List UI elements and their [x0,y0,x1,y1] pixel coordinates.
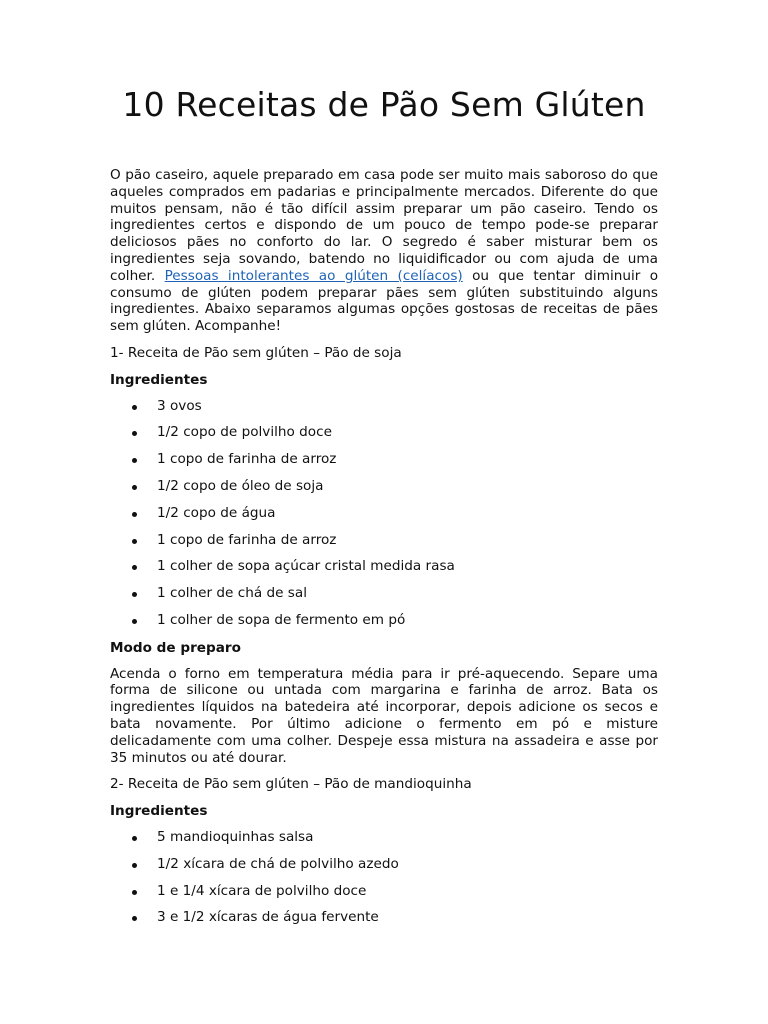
ingredient-text: 5 mandioquinhas salsa [157,828,314,845]
recipe-1-ingredients-list [110,398,658,639]
intro-text-before-link: O pão caseiro, aquele preparado em casa pode ser muito mais saboroso do que aqueles comprados em padarias e principalmente mercados. Diferente do que muitos pensam, não é tão difícil assim preparar um pão caseiro. Tendo os ingredientes certos e dispondo de um pouco de tempo pode-se preparar deliciosos pães no conforto do lar. O segredo é saber misturar bem os ingredientes seja sovando, batendo no liquidificador ou com ajuda de uma colher. [110,167,658,284]
ingredient-text: 1/2 copo de polvilho doce [157,424,332,441]
ingredient-text: 1/2 xícara de chá de polvilho azedo [157,855,399,872]
bullet-icon [132,485,137,490]
document-body [110,167,658,936]
list-item [110,478,658,505]
ingredient-text: 1 copo de farinha de arroz [157,451,337,468]
recipe-2-ingredients-list [110,829,658,936]
recipe-2-heading: 2- Receita de Pão sem glúten – Pão de mandioquinha [110,776,472,793]
page-title: 10 Receitas de Pão Sem Glúten [122,85,646,124]
celiac-link[interactable]: Pessoas intolerantes ao glúten (celíacos) [164,267,463,284]
bullet-icon [132,890,137,895]
list-item [110,398,658,425]
intro-paragraph [110,167,658,335]
ingredient-text: 1 colher de sopa açúcar cristal medida rasa [157,558,455,575]
recipe-1-method-text: Acenda o forno em temperatura média para ir pré-aquecendo. Separe uma forma de silicone ou untada com margarina e farinha de arroz. Bata os ingredientes líquidos na batedeira até incorporar, depois adicione os secos e bata novamente. Por último adicione o fermento em pó e misture delicadamente com uma colher. Despeje essa mistura na assadeira e asse por 35 minutos ou até dourar. [110,665,658,766]
ingredient-text: 1 copo de farinha de arroz [157,531,337,548]
list-item [110,856,658,883]
bullet-icon [132,405,137,410]
list-item [110,451,658,478]
ingredient-text: 1/2 copo de óleo de soja [157,477,324,494]
ingredient-text: 1 colher de chá de sal [157,585,307,602]
bullet-icon [132,539,137,544]
bullet-icon [132,863,137,868]
bullet-icon [132,619,137,624]
list-item [110,829,658,856]
ingredient-text: 3 ovos [157,397,202,414]
ingredient-text: 1 e 1/4 xícara de polvilho doce [157,882,367,899]
recipe-1-method-label: Modo de preparo [110,639,241,656]
bullet-icon [132,592,137,597]
list-item [110,585,658,612]
list-item [110,558,658,585]
list-item [110,424,658,451]
bullet-icon [132,512,137,517]
list-item [110,532,658,559]
bullet-icon [132,565,137,570]
intro-text-after-link: ou que tentar diminuir o consumo de glúten podem preparar pães sem glúten substituindo alguns ingredientes. Abaixo separamos algumas opções gostosas de receitas de pães sem glúten. Acompanhe! [110,267,659,335]
recipe-1-ingredients-label: Ingredientes [110,371,208,388]
ingredient-text: 1 colher de sopa de fermento em pó [157,611,406,628]
recipe-2-ingredients-label: Ingredientes [110,803,208,820]
list-item [110,909,658,936]
list-item [110,612,658,639]
bullet-icon [132,916,137,921]
list-item [110,505,658,532]
bullet-icon [132,458,137,463]
bullet-icon [132,836,137,841]
ingredient-text: 3 e 1/2 xícaras de água fervente [157,909,379,926]
recipe-1-heading: 1- Receita de Pão sem glúten – Pão de soja [110,344,402,361]
list-item [110,883,658,910]
ingredient-text: 1/2 copo de água [157,504,276,521]
bullet-icon [132,431,137,436]
